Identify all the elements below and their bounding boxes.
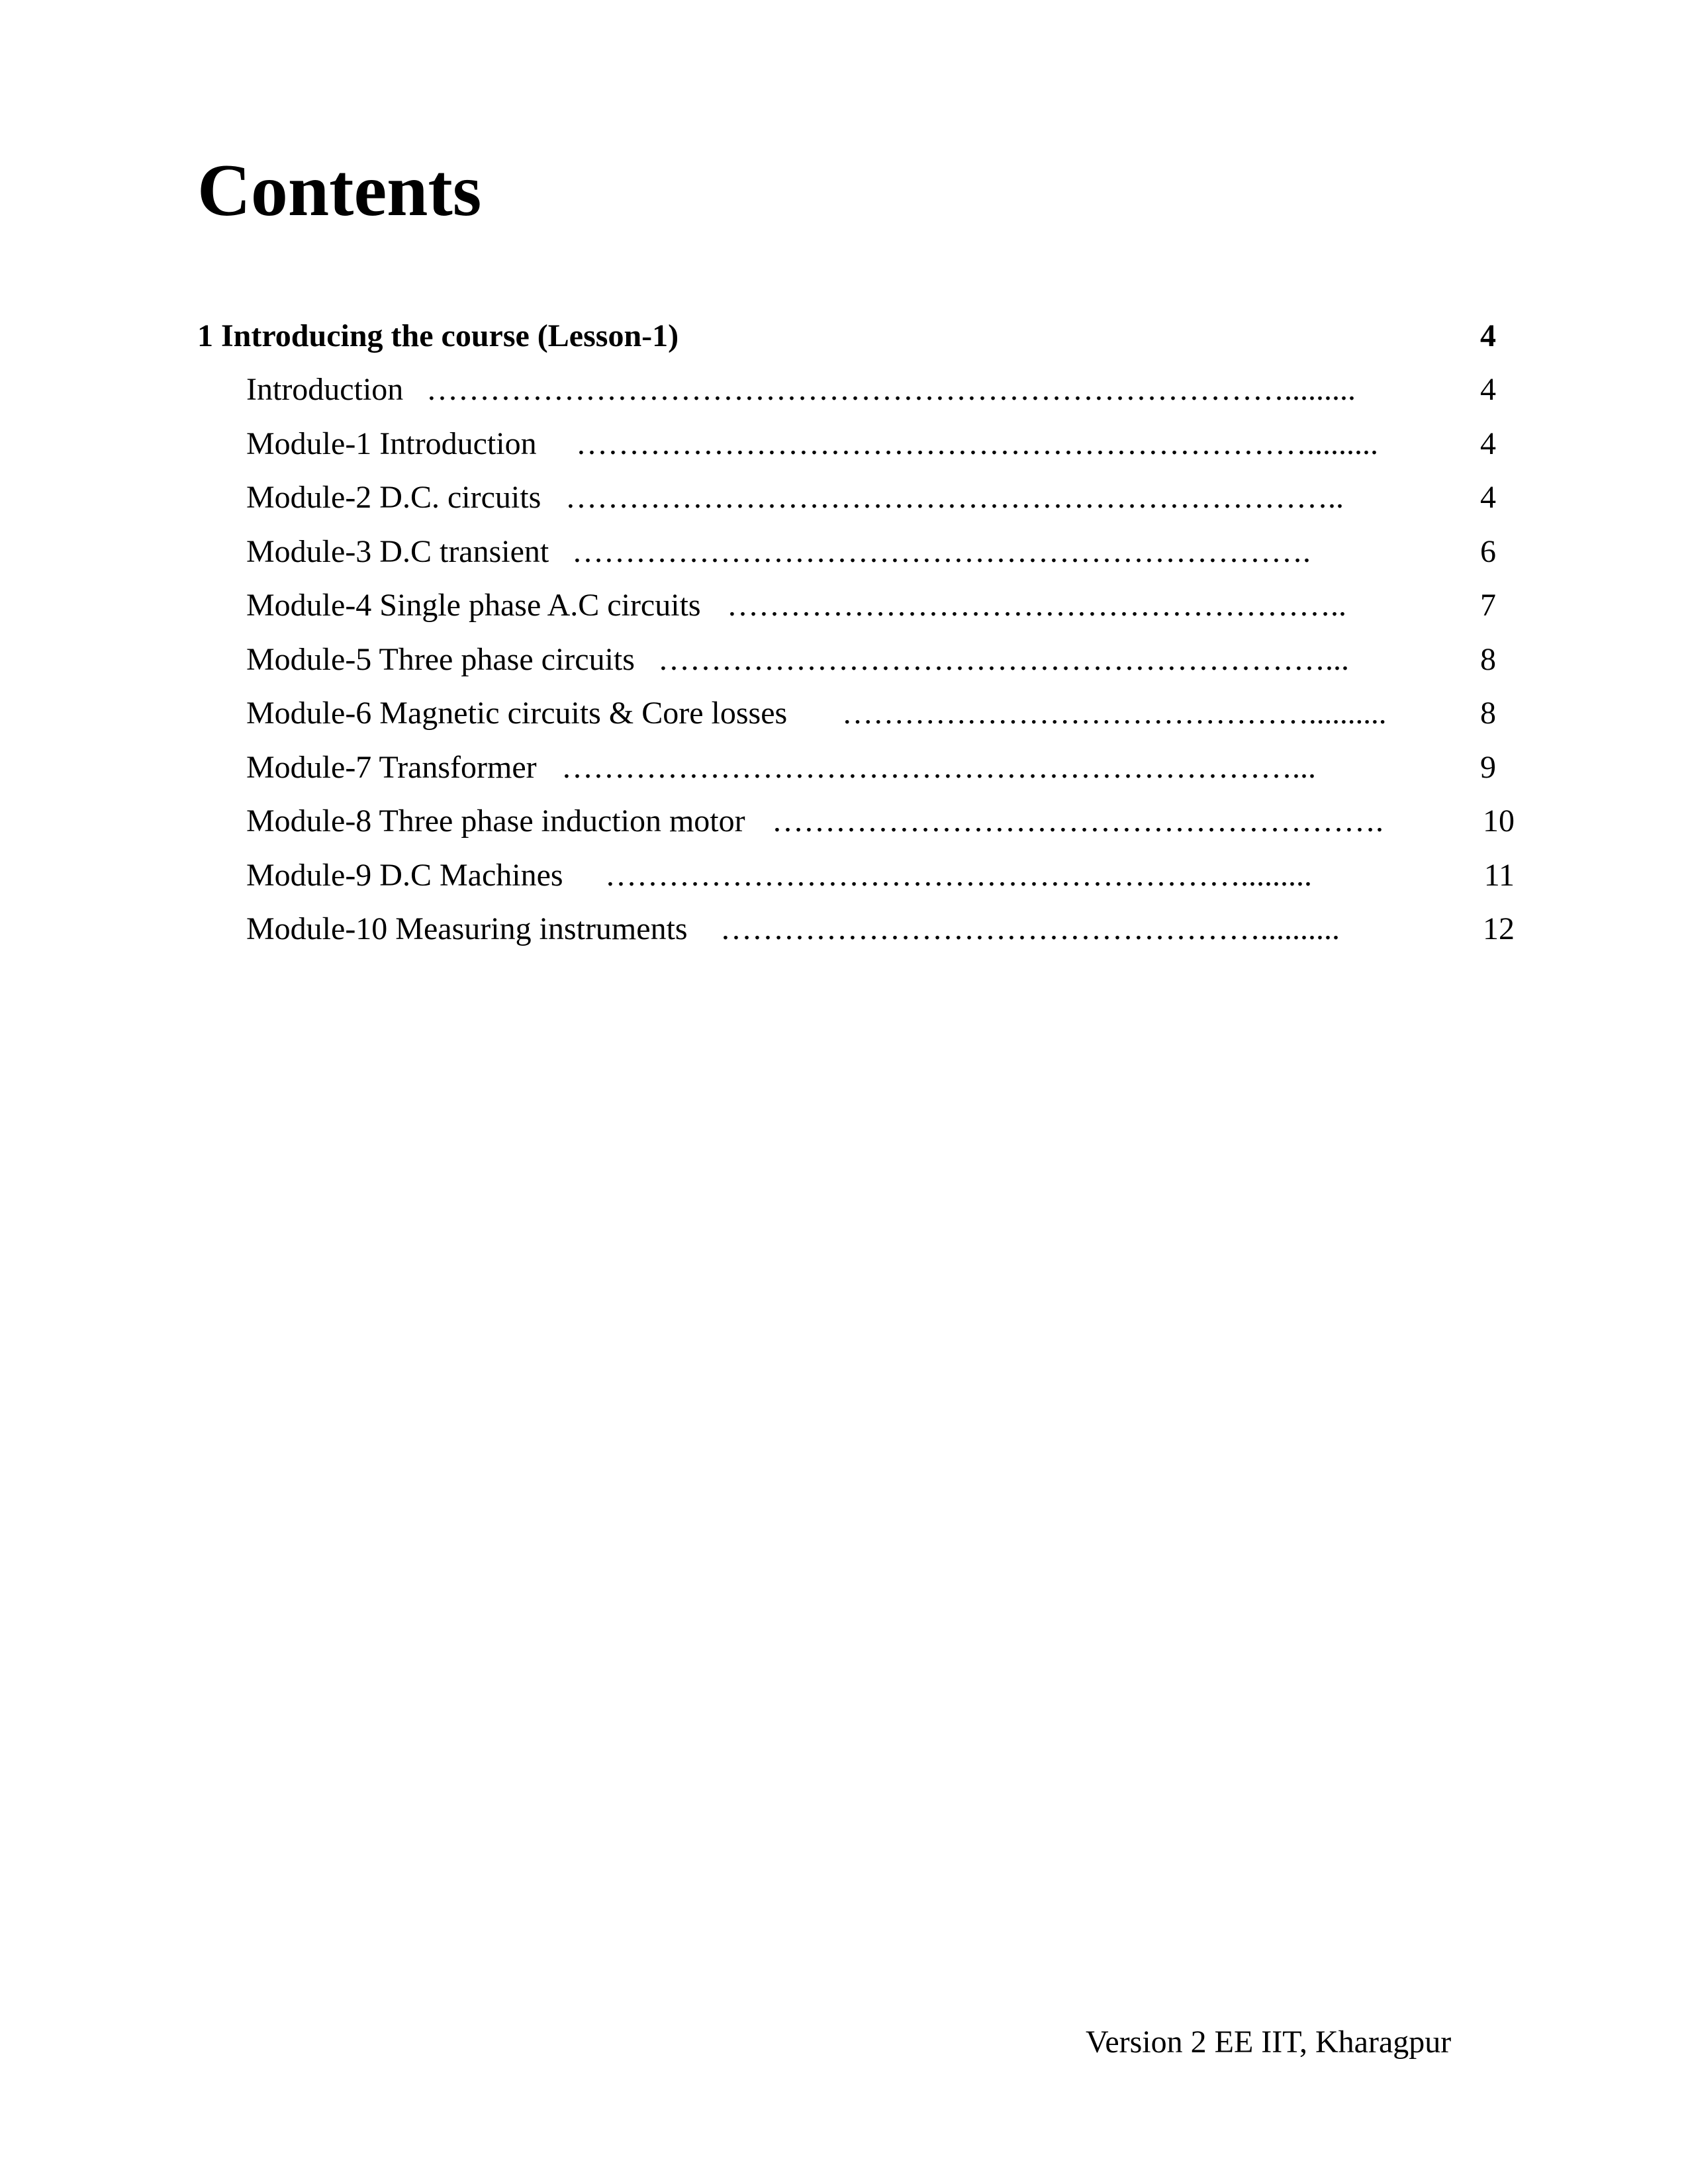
entry-leader-dots: …………………………………………….......... xyxy=(720,911,1340,946)
entry-leader-dots: ……………………………………………………………......... xyxy=(576,426,1378,461)
chapter-page-number: 4 xyxy=(1480,318,1496,353)
toc-chapter-1[interactable] xyxy=(197,316,1515,356)
toc-entry-module-5[interactable] xyxy=(197,640,1515,680)
entry-page-number: 8 xyxy=(1480,642,1496,677)
entry-label: Module-4 Single phase A.C circuits xyxy=(246,588,701,623)
entry-label: Module-8 Three phase induction motor xyxy=(246,803,745,839)
toc-entry-module-7[interactable] xyxy=(197,748,1515,788)
entry-page-number: 4 xyxy=(1480,480,1496,515)
entry-page-number: 6 xyxy=(1480,534,1496,569)
entry-leader-dots: ……………………………………………………………….. xyxy=(565,480,1344,515)
entry-label: Module-10 Measuring instruments xyxy=(246,911,688,946)
entry-page-number: 7 xyxy=(1480,588,1496,623)
entry-leader-dots: …………………………………………………. xyxy=(772,803,1383,839)
page-footer: Version 2 EE IIT, Kharagpur xyxy=(1086,2025,1452,2060)
entry-leader-dots: ……………………………………………………......... xyxy=(605,858,1312,893)
entry-label: Module-3 D.C transient xyxy=(246,534,549,569)
entry-label: Module-1 Introduction xyxy=(246,426,537,461)
entry-page-number: 8 xyxy=(1480,696,1496,731)
entry-label: Module-2 D.C. circuits xyxy=(246,480,541,515)
entry-leader-dots: ………………………………………………….. xyxy=(727,588,1346,623)
toc-entry-module-4[interactable] xyxy=(197,586,1515,625)
entry-label: Introduction xyxy=(246,372,404,407)
entry-leader-dots: ……………………………………….......... xyxy=(842,696,1387,731)
entry-leader-dots: ………………………………………………………... xyxy=(658,642,1349,677)
toc-entry-module-6[interactable] xyxy=(197,694,1515,733)
chapter-label: 1 Introducing the course (Lesson-1) xyxy=(197,318,679,353)
toc-entry-module-2[interactable] xyxy=(197,478,1515,518)
entry-page-number: 12 xyxy=(1483,911,1515,946)
toc-entry-module-1[interactable] xyxy=(197,424,1515,464)
toc-entry-module-8[interactable] xyxy=(197,801,1515,841)
entry-page-number: 9 xyxy=(1480,750,1496,785)
entry-label: Module-6 Magnetic circuits & Core losses xyxy=(246,696,788,731)
page-title: Contents xyxy=(197,150,482,232)
entry-leader-dots: ……………………………………………………………. xyxy=(572,534,1311,569)
entry-leader-dots: ………………………………………………………………………......... xyxy=(426,372,1356,407)
entry-page-number: 4 xyxy=(1480,372,1496,407)
entry-label: Module-9 D.C Machines xyxy=(246,858,563,893)
entry-page-number: 11 xyxy=(1483,858,1515,893)
toc-entry-module-3[interactable] xyxy=(197,532,1515,572)
toc-entry-module-10[interactable] xyxy=(197,909,1515,949)
toc-entry-module-9[interactable] xyxy=(197,856,1515,895)
entry-label: Module-7 Transformer xyxy=(246,750,537,785)
entry-label: Module-5 Three phase circuits xyxy=(246,642,635,677)
entry-page-number: 10 xyxy=(1483,803,1515,839)
entry-leader-dots: ……………………………………………………………... xyxy=(561,750,1316,785)
entry-page-number: 4 xyxy=(1480,426,1496,461)
toc-entry-introduction[interactable] xyxy=(197,370,1515,410)
